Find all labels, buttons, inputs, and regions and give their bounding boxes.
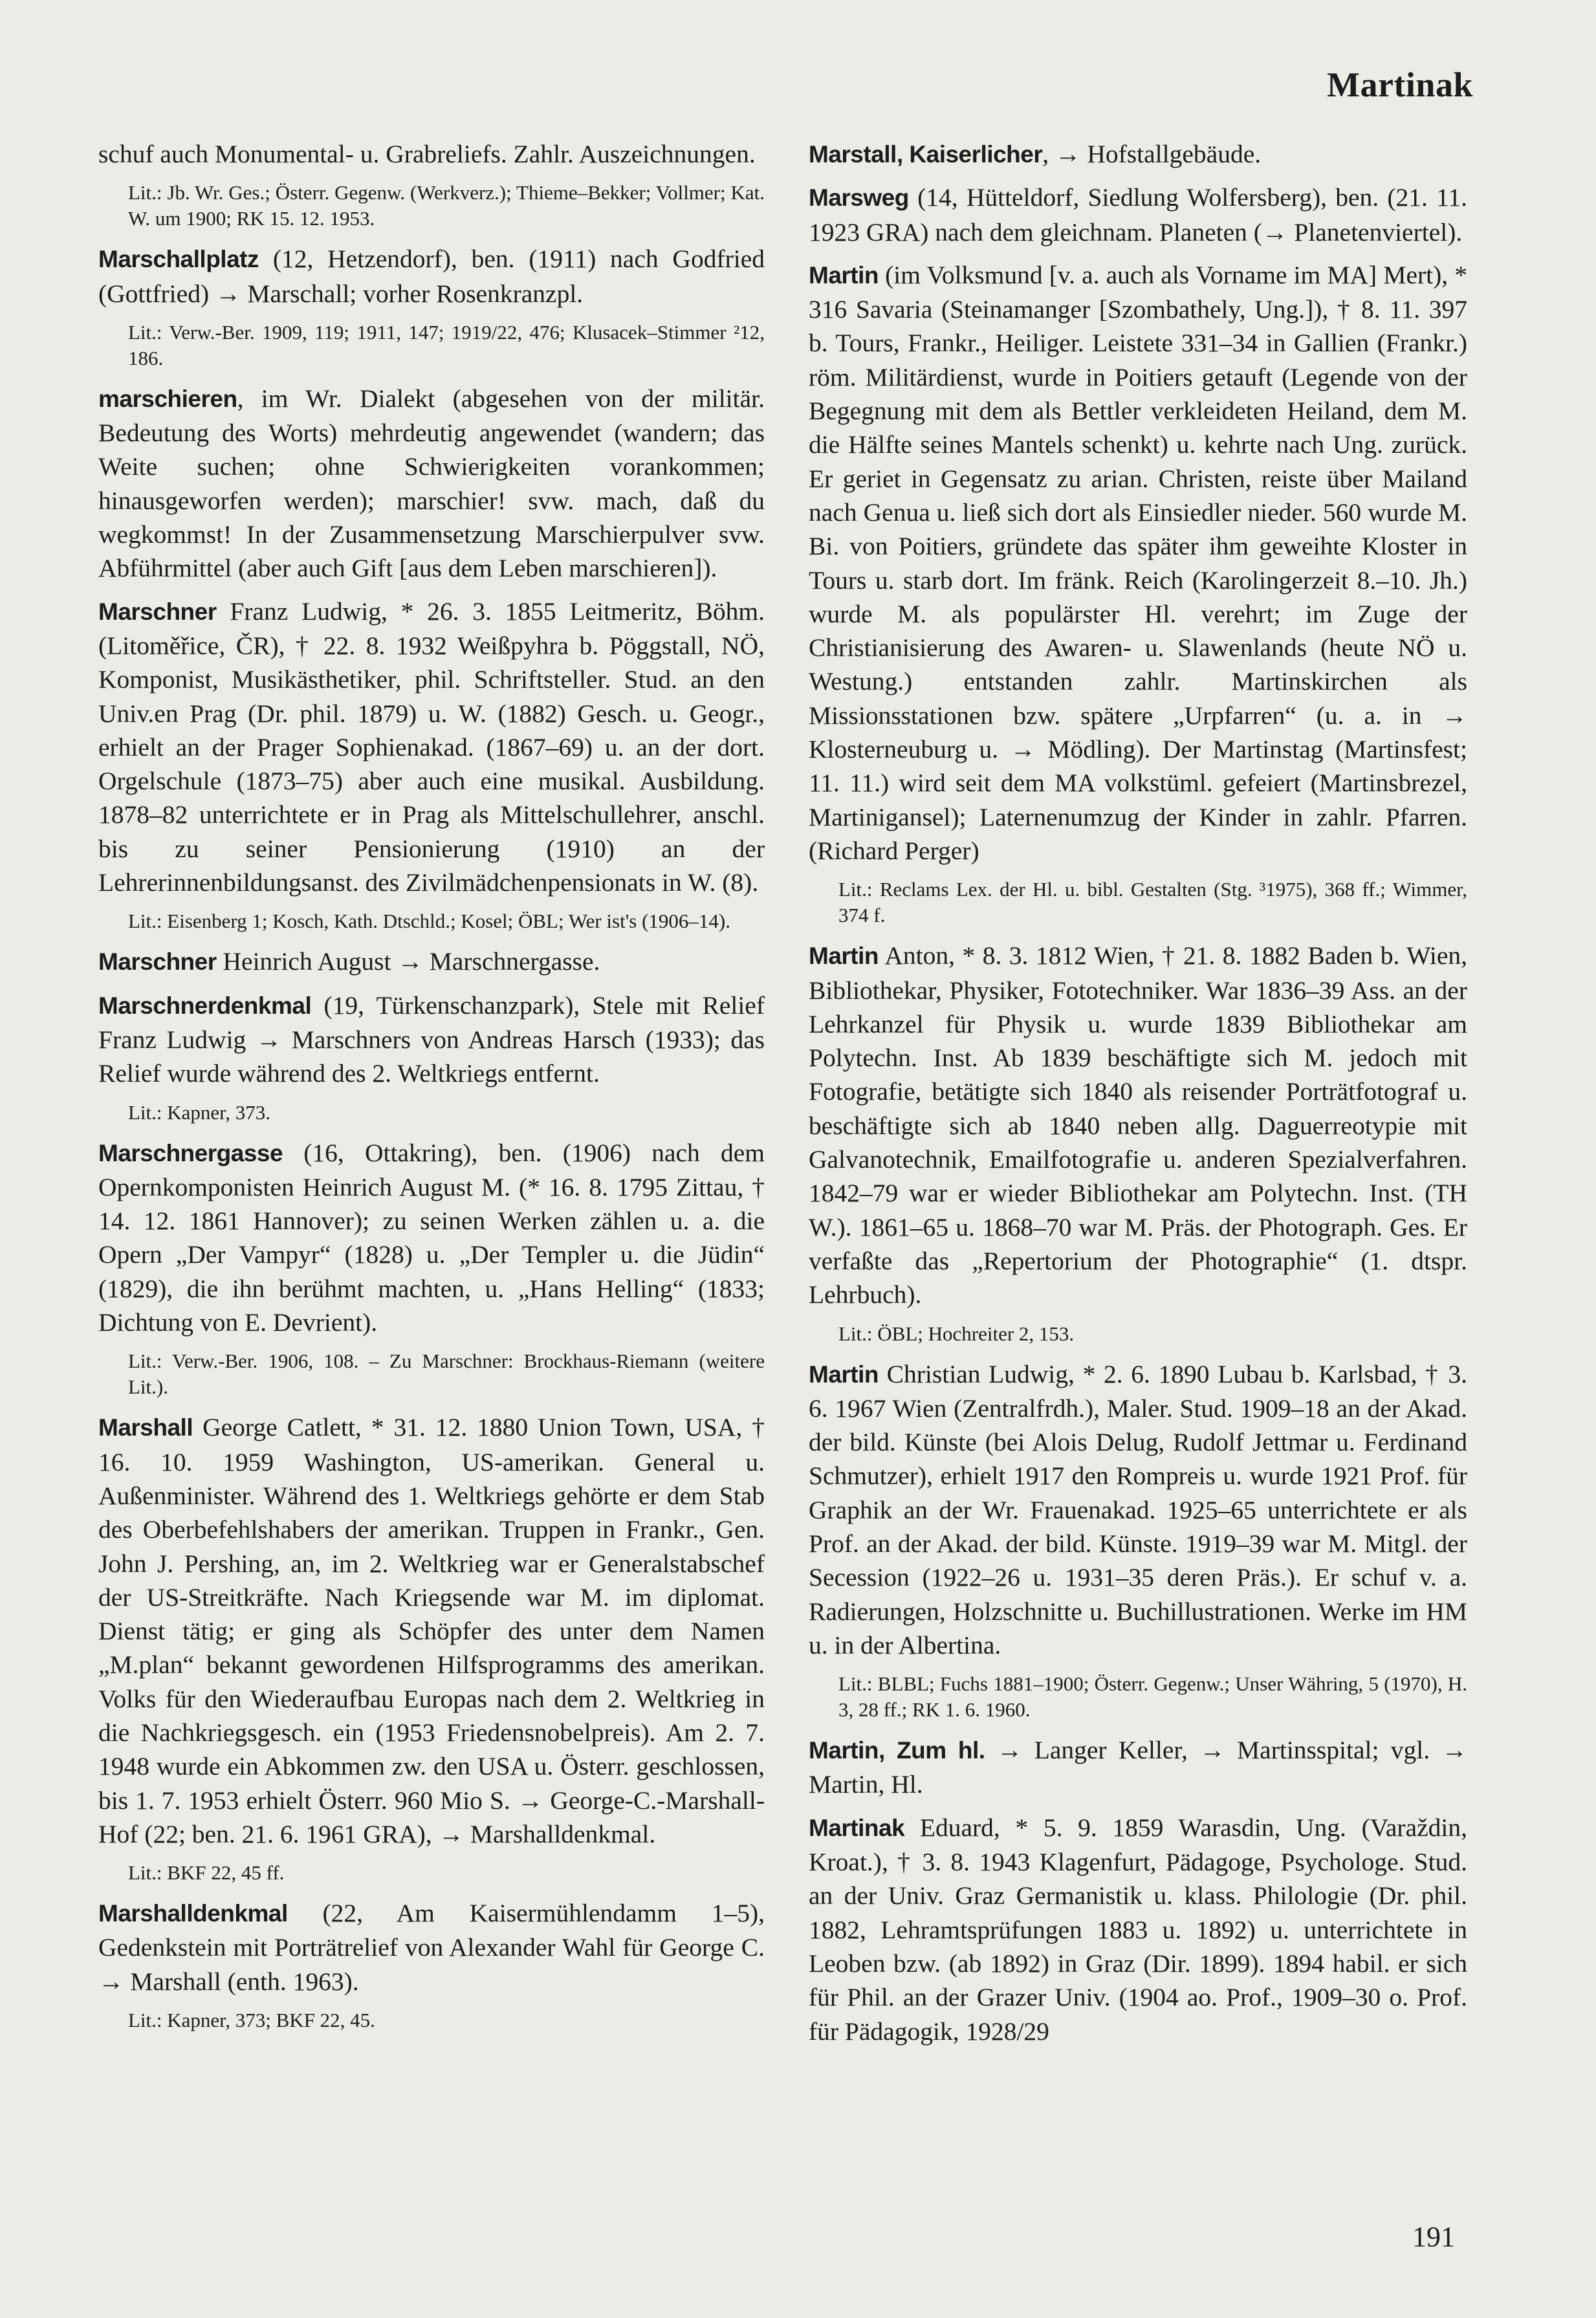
entry-headword: marschieren [98, 385, 237, 412]
entry-text: Eduard, * 5. 9. 1859 Warasdin, Ung. (Varaždin, Kroat.), † 3. 8. 1943 Klagenfurt, Pädagoge, Psychologe. Stud. an der Univ. Graz Germanistik u. klass. Philologie (Dr. phil. 1882, Lehramtsprüfungen 1883 u. 1892) u. unterrichtete in Leoben bzw. (ab 1892) in Graz (Dir. 1899). 1894 habil. er sich für Phil. an der Grazer Univ. (1904 ao. Prof., 1909–30 o. Prof. für Pädagogik, 1928/29 [809, 1813, 1467, 2046]
entry-text: , → Hofstallgebäude. [1042, 140, 1262, 168]
entry-text: schuf auch Monumental- u. Grabreliefs. Zahlr. Auszeichnungen. [98, 140, 756, 168]
entry-text: (12, Hetzendorf), ben. (1911) nach Godfried (Gottfried) → Marschall; vorher Rosenkranzpl. [98, 245, 765, 308]
entry-headword: Marsweg [809, 184, 909, 212]
entry-headword: Marshalldenkmal [98, 1900, 288, 1927]
entry-text: , im Wr. Dialekt (abgesehen von der militär. Bedeutung des Worts) mehrdeutig angewendet (wandern; das Weite suchen; ohne Schwierigkeiten vorankommen; hinausgeworfen werden); marschier! svw. mach, daß du wegkommst! In der Zusammensetzung Marschierpulver svw. Abführmittel (aber auch Gift [aus dem Leben marschieren]). [98, 384, 765, 583]
entry-headword: Martin, Zum hl. [809, 1737, 985, 1764]
lexicon-entry [98, 242, 765, 311]
literature-note: Lit.: Verw.-Ber. 1906, 108. – Zu Marschner: Brockhaus-Riemann (weitere Lit.). [128, 1350, 765, 1399]
lexicon-entry [98, 137, 765, 171]
entry-text: Franz Ludwig, * 26. 3. 1855 Leitmeritz, Böhm. (Litoměřice, ČR), † 22. 8. 1932 Weißpyhra b. Pöggstall, NÖ, Komponist, Musikästhetiker, phil. Schriftsteller. Stud. an den Univ.en Prag (Dr. phil. 1879) u. W. (1882) Gesch. u. Geogr., erhielt an der Prager Sophienakad. (1867–69) u. an der dort. Orgelschule (1873–75) aber auch eine musikal. Ausbildung. 1878–82 unterrichtete er in Prag als Mittelschullehrer, anschl. bis zu seiner Pensionierung (1910) an der Lehrerinnenbildungsanst. des Zivilmädchenpensionats in W. (8). [98, 596, 765, 897]
lexicon-entry [98, 1410, 765, 1851]
lexicon-entry [809, 180, 1467, 249]
lexicon-entry [98, 1896, 765, 1998]
entry-text: Anton, * 8. 3. 1812 Wien, † 21. 8. 1882 Baden b. Wien, Bibliothekar, Physiker, Fototechniker. War 1836–39 Ass. an der Lehrkanzel für Physik u. wurde 1839 Bibliothekar am Polytechn. Inst. Ab 1839 beschäftigte sich M. jedoch mit Fotografie, betätigte sich 1840 als reisender Porträtfotograf u. beschäftigte sich ab 1840 neben allg. Daguerreotypie mit Galvanotechnik, Emailfotografie u. anderen Spezialverfahren. 1842–79 war er wieder Bibliothekar am Polytechn. Inst. (TH W.). 1861–65 u. 1868–70 war M. Präs. der Photograph. Ges. Er verfaßte das „Repertorium der Photographie“ (1. dtspr. Lehrbuch). [809, 941, 1467, 1309]
literature-note: Lit.: Kapner, 373. [128, 1100, 271, 1124]
entry-headword: Marschnergasse [98, 1139, 283, 1166]
literature-note: Lit.: Reclams Lex. der Hl. u. bibl. Gestalten (Stg. ³1975), 368 ff.; Wimmer, 374 f. [838, 878, 1467, 927]
entry-headword: Martinak [809, 1814, 905, 1841]
literature-note: Lit.: Eisenberg 1; Kosch, Kath. Dtschld.; Kosel; ÖBL; Wer ist's (1906–14). [128, 910, 730, 933]
entry-text: George Catlett, * 31. 12. 1880 Union Town, USA, † 16. 10. 1959 Washington, US-amerikan. General u. Außenminister. Während des 1. Weltkriegs gehörte er dem Stab des Oberbefehlshabers der amerikan. Truppen in Frankr., Gen. John J. Pershing, an, im 2. Weltkrieg war er Generalstabschef der US-Streitkräfte. Nach Kriegsende war M. im diplomat. Dienst tätig; er ging als Schöpfer des unter dem Namen „M.plan“ bekannt gewordenen Hilfsprogramms des amerikan. Volks für den Wiederaufbau Europas nach dem 2. Weltkrieg in die Nachkriegsgesch. ein (1953 Friedensnobelpreis). Am 2. 7. 1948 wurde ein Abkommen zw. den USA u. Österr. geschlossen, bis 1. 7. 1953 erhielt Österr. 960 Mio S. → George-C.-Marshall-Hof (22; ben. 21. 6. 1961 GRA), → Marshalldenkmal. [98, 1413, 765, 1848]
lexicon-entry [98, 1136, 765, 1340]
entry-headword: Marschnerdenkmal [98, 992, 312, 1019]
entry-text: Christian Ludwig, * 2. 6. 1890 Lubau b. Karlsbad, † 3. 6. 1967 Wien (Zentralfrdh.), Maler. Stud. 1909–18 an der Akad. der bild. Künste (bei Alois Delug, Rudolf Jettmar u. Ferdinand Schmutzer), erhielt 1917 den Rompreis u. wurde 1921 Prof. für Graphik an der Wr. Frauenakad. 1925–65 unterrichtete er als Prof. an der Akad. der bild. Künste. 1919–39 war M. Mitgl. der Secession (1922–26 u. 1931–35 deren Präs.). Er schuf v. a. Radierungen, Holzschnitte u. Buchillustrationen. Werke im HM u. in der Albertina. [809, 1359, 1467, 1659]
right-column [809, 137, 1467, 2057]
entry-text: (16, Ottakring), ben. (1906) nach dem Opernkomponisten Heinrich August M. (* 16. 8. 1795 Zittau, † 14. 12. 1861 Hannover); zu seinen Werken zählen u. a. die Opern „Der Vampyr“ (1828) u. „Der Templer u. die Jüdin“ (1829), die ihn berühmt machten, u. „Hans Helling“ (1833; Dichtung von E. Devrient). [98, 1138, 765, 1337]
lexicon-entry [809, 1733, 1467, 1802]
entry-headword: Marschner [98, 598, 217, 625]
running-head: Martinak [1327, 65, 1473, 104]
literature-note: Lit.: BLBL; Fuchs 1881–1900; Österr. Gegenw.; Unser Währing, 5 (1970), H. 3, 28 ff.; RK 1. 6. 1960. [838, 1672, 1467, 1722]
entry-text: (22, Am Kaisermühlendamm 1–5), Gedenkstein mit Porträtrelief von Alexander Wahl für George C. → Marshall (enth. 1963). [98, 1899, 765, 1996]
lexicon-entry [98, 989, 765, 1091]
entry-headword: Martin [809, 943, 879, 970]
literature-note: Lit.: Kapner, 373; BKF 22, 45. [128, 2009, 375, 2032]
literature-note: Lit.: BKF 22, 45 ff. [128, 1861, 285, 1885]
literature-note: Lit.: ÖBL; Hochreiter 2, 153. [838, 1322, 1075, 1345]
lexicon-entry [98, 382, 765, 585]
entry-headword: Marstall, Kaiserlicher [809, 141, 1043, 168]
entry-text: (im Volksmund [v. a. auch als Vorname im MA] Mert), * 316 Savaria (Steinamanger [Szombathely, Ung.]), † 8. 11. 397 b. Tours, Frankr., Heiliger. Leistete 331–34 in Gallien (Frankr.) röm. Militärdienst, wurde in Poitiers getauft (Legende von der Begegnung mit dem als Bettler verkleideten Heiland, dem M. die Hälfte seines Mantels schenkt) u. kehrte nach Ung. zurück. Er geriet in Gegensatz zu arian. Christen, reiste über Mailand nach Genua u. ließ sich dort als Einsiedler nieder. 560 wurde M. Bi. von Poitiers, gründete das später ihm geweihte Kloster in Tours u. starb dort. Im fränk. Reich (Karolingerzeit 8.–10. Jh.) wurde M. als populärster Hl. verehrt; im Zuge der Christianisierung des Awaren- u. Slawenlands (heute NÖ u. Westung.) entstanden zahlr. Martinskirchen als Missionsstationen bzw. spätere „Urpfarren“ (u. a. in → Klosterneuburg u. → Mödling). Der Martinstag (Martinsfest; 11. 11.) wird seit dem MA volkstüml. gefeiert (Martinsbrezel, Martinigansel); Laternenumzug der Kinder in zahlr. Pfarren. (Richard Perger) [809, 260, 1467, 865]
entry-text: → Langer Keller, → Martinsspital; vgl. → Martin, Hl. [809, 1736, 1467, 1799]
lexicon-entry [809, 1811, 1467, 2048]
lexicon-entry [809, 137, 1467, 171]
lexicon-entry [98, 595, 765, 900]
entry-headword: Martin [809, 1361, 879, 1388]
lexicon-entry [809, 939, 1467, 1311]
literature-note: Lit.: Jb. Wr. Ges.; Österr. Gegenw. (Werkverz.); Thieme–Bekker; Vollmer; Kat. W. um 1900; RK 15. 12. 1953. [128, 181, 765, 230]
page-number: 191 [1412, 2221, 1455, 2253]
entry-headword: Martin [809, 261, 879, 289]
entry-text: Heinrich August → Marschnergasse. [223, 947, 600, 976]
lexicon-entry [98, 945, 765, 979]
literature-note: Lit.: Verw.-Ber. 1909, 119; 1911, 147; 1919/22, 476; Klusacek–Stimmer ²12, 186. [128, 320, 765, 369]
entry-text: (19, Türkenschanzpark), Stele mit Relief Franz Ludwig → Marschners von Andreas Harsch (1933); das Relief wurde während des 2. Weltkriegs entfernt. [98, 990, 765, 1088]
entry-headword: Marshall [98, 1414, 193, 1441]
entry-headword: Marschallplatz [98, 246, 259, 273]
lexicon-entry [809, 258, 1467, 868]
entry-headword: Marschner [98, 948, 217, 976]
left-column [98, 137, 765, 2044]
lexicon-entry [809, 1357, 1467, 1663]
entry-text: (14, Hütteldorf, Siedlung Wolfersberg), ben. (21. 11. 1923 GRA) nach dem gleichnam. Planeten (→ Planetenviertel). [809, 183, 1468, 246]
